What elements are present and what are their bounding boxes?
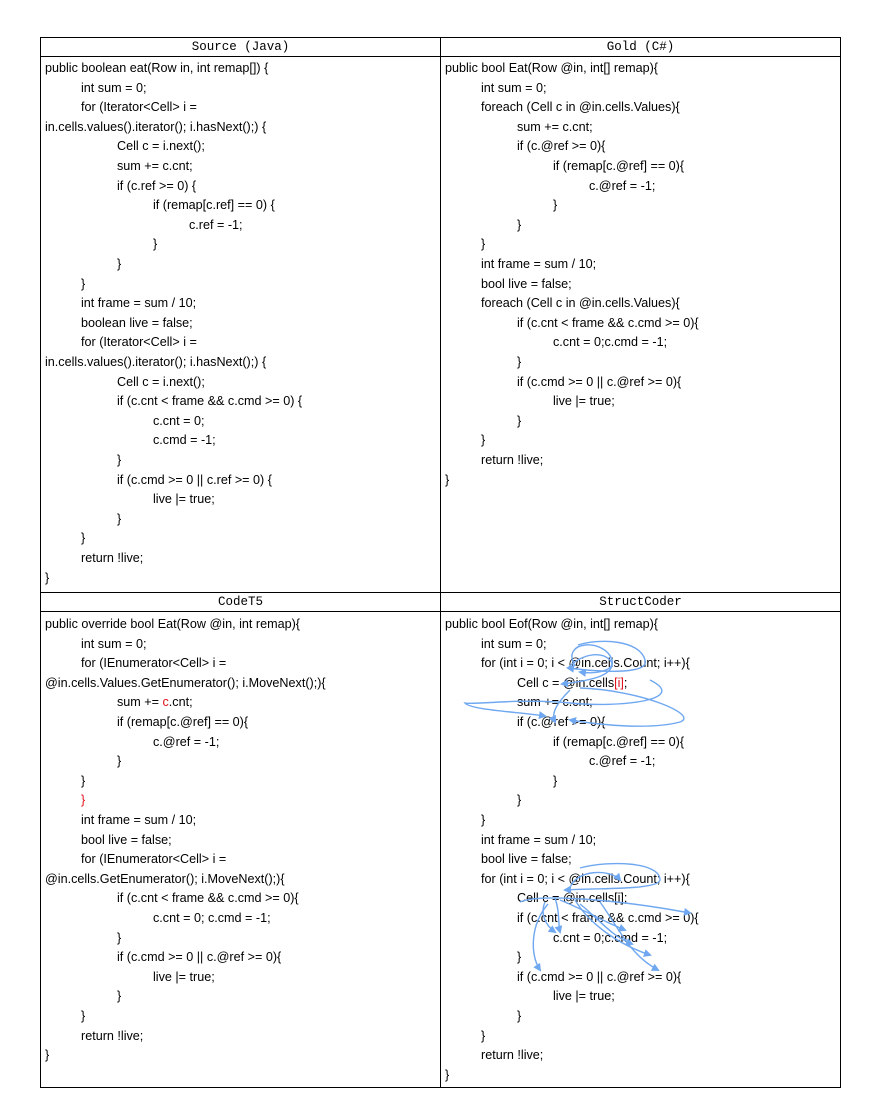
code-line: }	[517, 793, 522, 808]
code-line: c.cmd = -1;	[153, 433, 216, 448]
code-line: return !live;	[81, 551, 144, 565]
code-line: public override bool Eat(Row @in, int remap){	[45, 617, 300, 631]
code-line: public bool Eof(Row @in, int[] remap){	[445, 617, 658, 631]
code-line: }	[553, 773, 558, 788]
code-line: .cnt;	[168, 695, 193, 710]
code-line: }	[481, 813, 486, 827]
code-line: }	[517, 355, 522, 369]
code-line: int sum = 0;	[481, 636, 547, 651]
code-line: c.@ref = -1;	[153, 734, 220, 749]
code-line: int frame = sum / 10;	[481, 832, 597, 847]
code-line: }	[45, 570, 50, 585]
code-line: }	[117, 511, 122, 526]
code-line: if (c.cmd >= 0 || c.@ref >= 0){	[117, 950, 282, 965]
code-line: live |= true;	[553, 989, 615, 1004]
code-line: if (c.cnt < frame && c.cmd >= 0) {	[117, 394, 303, 409]
code-line: }	[517, 217, 522, 232]
code-line: }	[517, 1009, 522, 1023]
header-gold: Gold (C#)	[606, 40, 675, 54]
code-line: }	[117, 989, 122, 1004]
code-line: }	[117, 453, 122, 467]
error-token: [i]	[614, 675, 624, 690]
code-line: in.cells.values().iterator(); i.hasNext();) {	[45, 355, 267, 369]
code-line: bool live = false;	[481, 276, 572, 291]
code-line: }	[445, 472, 450, 487]
code-line: sum += c.cnt;	[517, 119, 593, 134]
code-line: }	[81, 531, 86, 546]
code-line: c.@ref = -1;	[589, 178, 656, 193]
code-line: for (int i = 0; i < @in.cells.Count; i++){	[481, 656, 690, 671]
header-rule-top	[41, 56, 840, 57]
code-line: if (c.cmd >= 0 || c.@ref >= 0){	[517, 969, 682, 984]
code-line: if (remap[c.@ref] == 0){	[553, 734, 685, 749]
code-line: for (Iterator<Cell> i =	[81, 335, 197, 350]
code-line: for (Iterator<Cell> i =	[81, 100, 197, 115]
code-line: for (IEnumerator<Cell> i =	[81, 852, 227, 867]
code-line: for (int i = 0; i < @in.cells.Count; i++){	[481, 871, 690, 886]
code-line: boolean live = false;	[81, 315, 193, 330]
code-line: }	[45, 1048, 50, 1063]
code-line: live |= true;	[153, 492, 215, 507]
header-rule-bottom	[41, 611, 840, 612]
header-structcoder: StructCoder	[599, 595, 682, 609]
code-line: int sum = 0;	[481, 80, 547, 95]
code-line: if (c.cmd >= 0 || c.@ref >= 0){	[517, 374, 682, 389]
code-line: foreach (Cell c in @in.cells.Values){	[481, 296, 680, 311]
code-line: c.cnt = 0;c.cmd = -1;	[553, 930, 668, 945]
code-line: }	[481, 237, 486, 252]
code-line: public bool Eat(Row @in, int[] remap){	[445, 61, 658, 75]
code-line: live |= true;	[153, 969, 215, 984]
code-line: foreach (Cell c in @in.cells.Values){	[481, 100, 680, 115]
error-token: c	[162, 695, 169, 710]
code-line: }	[117, 257, 122, 271]
code-line: public boolean eat(Row in, int remap[]) {	[45, 61, 269, 75]
code-line: }	[81, 276, 86, 291]
code-line: sum += c.cnt;	[517, 695, 593, 710]
code-line: return !live;	[481, 453, 544, 467]
code-line: c.cnt = 0;c.cmd = -1;	[553, 335, 668, 350]
code-line: if (c.cnt < frame && c.cmd >= 0){	[517, 315, 699, 330]
code-line: if (remap[c.@ref] == 0){	[553, 159, 685, 173]
code-line: }	[481, 433, 486, 448]
code-line: ;	[623, 675, 628, 690]
code-line: int frame = sum / 10;	[481, 257, 597, 271]
code-line: sum += c.cnt;	[117, 159, 193, 173]
code-line: }	[153, 237, 158, 252]
code-line: if (c.cmd >= 0 || c.ref >= 0) {	[117, 472, 272, 487]
header-source: Source (Java)	[191, 40, 290, 54]
column-divider	[440, 38, 441, 1087]
code-line: if (remap[c.@ref] == 0){	[117, 715, 249, 729]
code-line: Cell c = i.next();	[117, 374, 205, 389]
code-line: Cell c = @in.cells[i];	[517, 891, 628, 906]
code-line: return !live;	[481, 1048, 544, 1063]
code-line: if (c.@ref >= 0){	[517, 139, 606, 154]
code-line: if (c.cnt < frame && c.cmd >= 0){	[517, 911, 699, 925]
header-codet5: CodeT5	[217, 595, 263, 609]
code-line: @in.cells.GetEnumerator(); i.MoveNext();){	[45, 871, 285, 886]
code-line: bool live = false;	[81, 832, 172, 847]
code-line: c.cnt = 0; c.cmd = -1;	[153, 911, 271, 925]
code-line: int sum = 0;	[81, 80, 147, 95]
code-line: return !live;	[81, 1028, 144, 1043]
error-brace: }	[81, 793, 86, 808]
code-line: if (c.ref >= 0) {	[117, 178, 197, 193]
code-line: if (c.cnt < frame && c.cmd >= 0){	[117, 891, 299, 906]
code-line: }	[481, 1028, 486, 1043]
code-line: bool live = false;	[481, 852, 572, 867]
code-line: if (c.@ref >= 0){	[517, 715, 606, 729]
code-line: c.ref = -1;	[189, 217, 243, 232]
code-line: }	[553, 198, 558, 213]
code-line: }	[117, 754, 122, 769]
code-line: int frame = sum / 10;	[81, 813, 197, 827]
code-line: }	[517, 950, 522, 965]
code-line: Cell c = @in.cells	[517, 675, 615, 690]
code-line: Cell c = i.next();	[117, 139, 205, 154]
code-line: for (IEnumerator<Cell> i =	[81, 656, 227, 671]
code-line: int sum = 0;	[81, 636, 147, 651]
code-line: c.@ref = -1;	[589, 754, 656, 769]
code-line: }	[81, 773, 86, 788]
code-line: live |= true;	[553, 394, 615, 409]
code-line: }	[117, 930, 122, 945]
code-line: sum +=	[117, 695, 163, 710]
code-line: int frame = sum / 10;	[81, 296, 197, 311]
code-line: }	[81, 1009, 86, 1023]
code-line: if (remap[c.ref] == 0) {	[153, 198, 275, 213]
code-line: in.cells.values().iterator(); i.hasNext();) {	[45, 119, 267, 134]
comparison-table	[40, 37, 841, 1088]
code-line: }	[445, 1067, 450, 1082]
code-line: }	[517, 413, 522, 428]
code-line: @in.cells.Values.GetEnumerator(); i.MoveNext();){	[45, 675, 326, 690]
code-line: c.cnt = 0;	[153, 413, 205, 428]
